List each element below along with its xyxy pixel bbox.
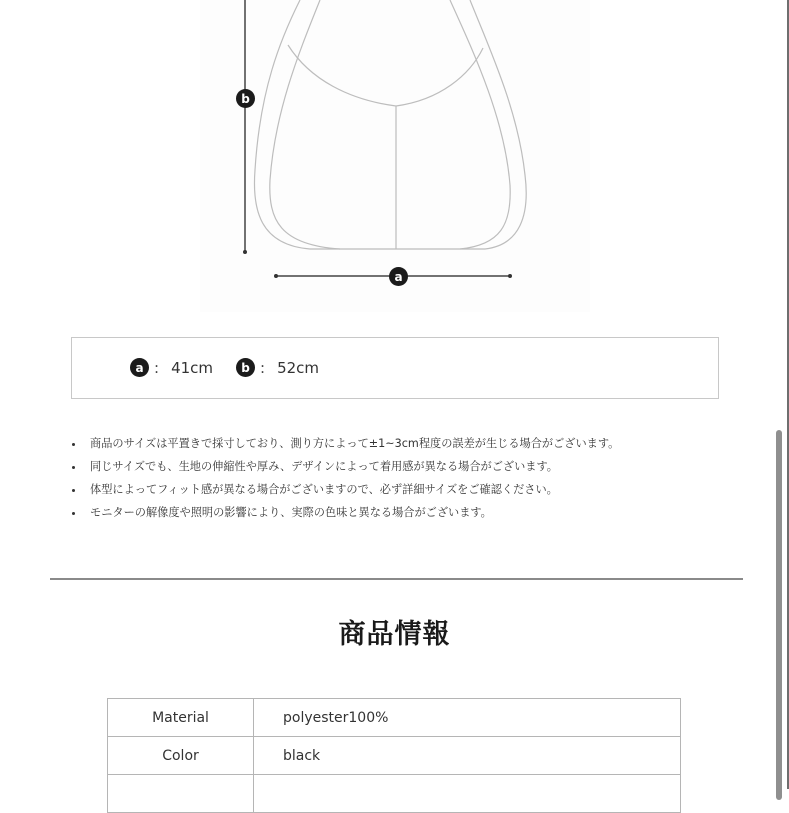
dimension-badge-a: a [389, 267, 408, 286]
size-item-b [236, 358, 319, 377]
size-value-b: 52cm [277, 358, 320, 377]
size-separator: : [260, 358, 266, 377]
product-info-title: 商品情報 [338, 619, 451, 650]
table-row [108, 737, 681, 775]
row-value: black [254, 737, 681, 775]
note-item: モニターの解像度や照明の影響により、実際の色味と異なる場合がございます。 [70, 503, 619, 526]
note-item: 商品のサイズは平置きで採寸しており、測り方によって±1~3cm程度の誤差が生じる場合がございます。 [70, 434, 619, 457]
row-value: polyester100% [254, 699, 681, 737]
row-key [108, 775, 254, 813]
row-key: Material [108, 699, 254, 737]
row-value [254, 775, 681, 813]
scrollbar-thumb[interactable] [776, 430, 782, 800]
size-value-a: 41cm [171, 358, 214, 377]
product-info-table [107, 698, 681, 813]
size-notes-list [70, 434, 619, 526]
bag-outline-illustration [200, 0, 590, 312]
size-badge-b: b [236, 358, 255, 377]
section-divider [50, 578, 743, 580]
bag-size-diagram [200, 0, 590, 312]
note-item: 体型によってフィット感が異なる場合がございますので、必ず詳細サイズをご確認ください。 [70, 480, 619, 503]
size-badge-a: a [130, 358, 149, 377]
size-separator: : [154, 358, 160, 377]
table-row [108, 699, 681, 737]
dimension-badge-b: b [236, 89, 255, 108]
row-key: Color [108, 737, 254, 775]
table-row [108, 775, 681, 813]
size-item-a [130, 358, 213, 377]
note-item: 同じサイズでも、生地の伸縮性や厚み、デザインによって着用感が異なる場合がございます。 [70, 457, 619, 480]
size-measurements-box [71, 337, 719, 399]
